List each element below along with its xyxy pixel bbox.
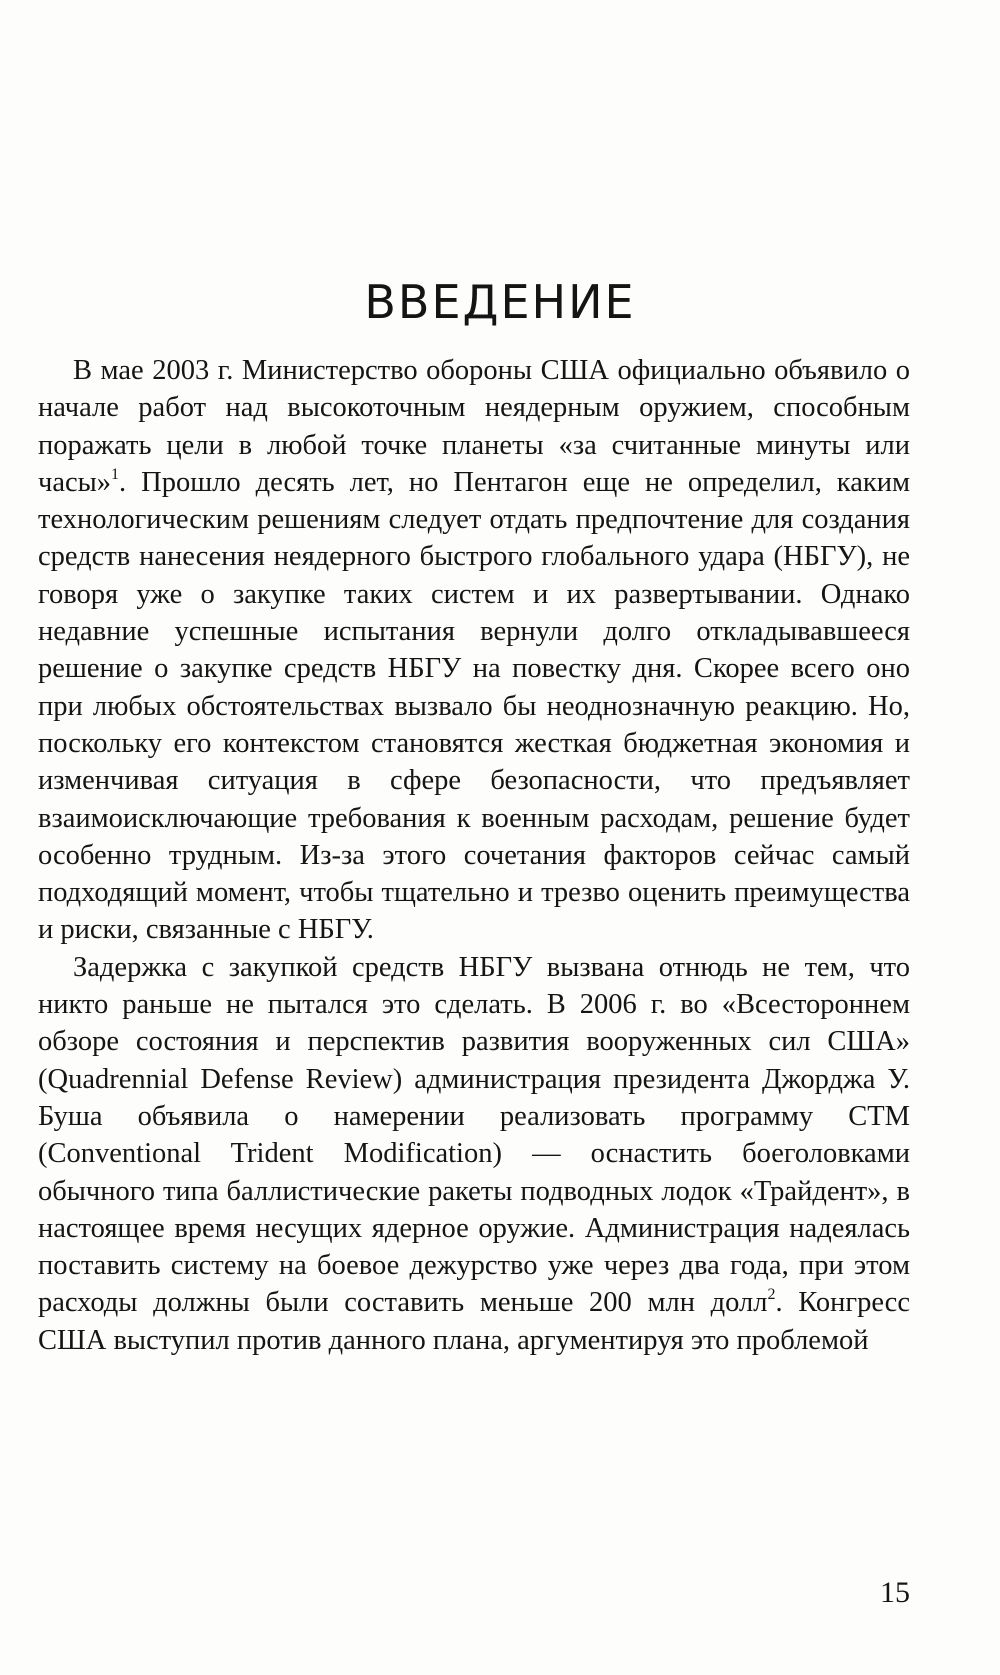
footnote-ref-1: 1 bbox=[111, 465, 120, 483]
paragraph-1-text-a: В мае 2003 г. Министерство обороны США официально объявило о начале работ над высокоточным неядерным оружием, способным поражать цели в любой точке планеты «за считанные минуты или часы» bbox=[38, 355, 910, 498]
body-text bbox=[38, 352, 910, 1359]
page-number: 15 bbox=[880, 1576, 910, 1609]
paragraph-2-text-b: . Конгресс США выступил против данного плана, аргументируя это проблемой bbox=[38, 1287, 910, 1356]
paragraph-2 bbox=[38, 949, 910, 1359]
paragraph-2-text-a: Задержка с закупкой средств НБГУ вызвана отнюдь не тем, что никто раньше не пытался это сделать. В 2006 г. во «Всестороннем обзоре состояния и перспектив развития вооруженных сил США» (Quadrennial Defense Review) администрация президента Джорджа У. Буша объявила о намерении реализовать программу CTM (Conventional Trident Modification) — оснастить боеголовками обычного типа баллистические ракеты подводных лодок «Трайдент», в настоящее время несущих ядерное оружие. Администрация надеялась поставить систему на боевое дежурство уже через два года, при этом расходы должны были составить меньше 200 млн долл bbox=[38, 951, 910, 1319]
paragraph-1-text-b: . Прошло десять лет, но Пентагон еще не определил, каким технологическим решениям следует отдать предпочтение для создания средств нанесения неядерного быстрого глобального удара (НБГУ), не говоря уже о закупке таких систем и их развертывании. Однако недавние успешные испытания вернули долго откладывавшееся решение о закупке средств НБГУ на повестку дня. Скорее всего оно при любых обстоятельствах вызвало бы неоднозначную реакцию. Но, поскольку его контекстом становятся жесткая бюджетная экономия и изменчивая ситуация в сфере безопасности, что предъявляет взаимоисключающие требования к военным расходам, решение будет особенно трудным. Из-за этого сочетания факторов сейчас самый подходящий момент, чтобы тщательно и трезво оценить преимущества и риски, связанные с НБГУ. bbox=[38, 466, 910, 946]
footnote-ref-2: 2 bbox=[767, 1286, 776, 1304]
chapter-title: ВВЕДЕНИЕ bbox=[364, 275, 636, 329]
paragraph-1 bbox=[38, 352, 910, 949]
